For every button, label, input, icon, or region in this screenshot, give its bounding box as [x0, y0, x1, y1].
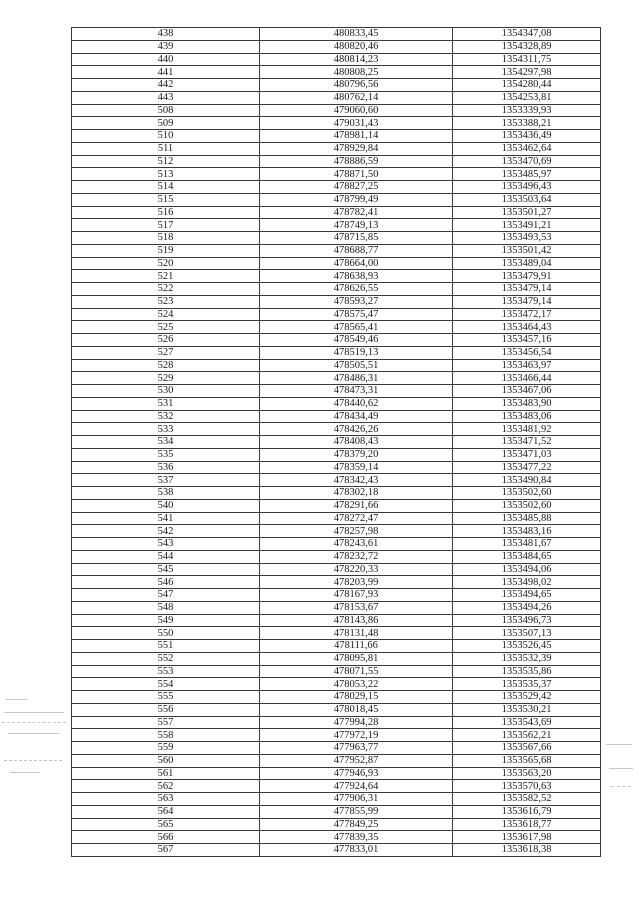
table-row [72, 295, 601, 308]
y-coordinate-cell: 1353496,43 [453, 181, 601, 194]
y-coordinate-cell: 1353493,53 [453, 232, 601, 245]
point-number-cell: 543 [72, 538, 260, 551]
table-row [72, 244, 601, 257]
x-coordinate-cell: 477849,25 [260, 818, 453, 831]
point-number-cell: 552 [72, 652, 260, 665]
y-coordinate-cell: 1353483,16 [453, 525, 601, 538]
x-coordinate-cell: 478715,85 [260, 232, 453, 245]
point-number-cell: 438 [72, 28, 260, 41]
y-coordinate-cell: 1353479,14 [453, 283, 601, 296]
x-coordinate-cell: 478505,51 [260, 359, 453, 372]
table-row [72, 716, 601, 729]
y-coordinate-cell: 1353490,84 [453, 474, 601, 487]
x-coordinate-cell: 478565,41 [260, 321, 453, 334]
x-coordinate-cell: 478029,15 [260, 691, 453, 704]
point-number-cell: 520 [72, 257, 260, 270]
x-coordinate-cell: 478220,33 [260, 563, 453, 576]
point-number-cell: 538 [72, 487, 260, 500]
table-row [72, 193, 601, 206]
x-coordinate-cell: 478018,45 [260, 703, 453, 716]
point-number-cell: 519 [72, 244, 260, 257]
y-coordinate-cell: 1353530,21 [453, 703, 601, 716]
y-coordinate-cell: 1353481,92 [453, 423, 601, 436]
y-coordinate-cell: 1353498,02 [453, 576, 601, 589]
point-number-cell: 551 [72, 640, 260, 653]
table-row [72, 589, 601, 602]
point-number-cell: 566 [72, 831, 260, 844]
point-number-cell: 545 [72, 563, 260, 576]
table-row [72, 28, 601, 41]
x-coordinate-cell: 478302,18 [260, 487, 453, 500]
table-row [72, 117, 601, 130]
point-number-cell: 513 [72, 168, 260, 181]
table-row [72, 308, 601, 321]
y-coordinate-cell: 1354347,08 [453, 28, 601, 41]
y-coordinate-cell: 1353388,21 [453, 117, 601, 130]
y-coordinate-cell: 1354328,89 [453, 40, 601, 53]
point-number-cell: 560 [72, 754, 260, 767]
table-row [72, 576, 601, 589]
point-number-cell: 567 [72, 844, 260, 857]
point-number-cell: 554 [72, 678, 260, 691]
x-coordinate-cell: 478486,31 [260, 372, 453, 385]
point-number-cell: 524 [72, 308, 260, 321]
x-coordinate-cell: 480808,25 [260, 66, 453, 79]
x-coordinate-cell: 478379,20 [260, 448, 453, 461]
y-coordinate-cell: 1353464,43 [453, 321, 601, 334]
y-coordinate-cell: 1353471,52 [453, 436, 601, 449]
point-number-cell: 550 [72, 627, 260, 640]
table-row [72, 448, 601, 461]
point-number-cell: 527 [72, 346, 260, 359]
table-row [72, 563, 601, 576]
point-number-cell: 515 [72, 193, 260, 206]
point-number-cell: 547 [72, 589, 260, 602]
table-row [72, 461, 601, 474]
y-coordinate-cell: 1354311,75 [453, 53, 601, 66]
y-coordinate-cell: 1353501,27 [453, 206, 601, 219]
y-coordinate-cell: 1353484,65 [453, 550, 601, 563]
x-coordinate-cell: 478593,27 [260, 295, 453, 308]
y-coordinate-cell: 1353507,13 [453, 627, 601, 640]
table-row [72, 499, 601, 512]
table-row [72, 206, 601, 219]
x-coordinate-cell: 477855,99 [260, 805, 453, 818]
y-coordinate-cell: 1353456,54 [453, 346, 601, 359]
y-coordinate-cell: 1353535,37 [453, 678, 601, 691]
point-number-cell: 548 [72, 601, 260, 614]
y-coordinate-cell: 1353570,63 [453, 780, 601, 793]
point-number-cell: 561 [72, 767, 260, 780]
point-number-cell: 510 [72, 130, 260, 143]
table-row [72, 678, 601, 691]
table-row [72, 40, 601, 53]
x-coordinate-cell: 478071,55 [260, 665, 453, 678]
point-number-cell: 565 [72, 818, 260, 831]
table-row [72, 232, 601, 245]
coordinates-table-body [72, 28, 601, 857]
table-row [72, 818, 601, 831]
point-number-cell: 523 [72, 295, 260, 308]
table-row [72, 321, 601, 334]
y-coordinate-cell: 1353483,06 [453, 410, 601, 423]
point-number-cell: 512 [72, 155, 260, 168]
table-row [72, 79, 601, 92]
x-coordinate-cell: 478886,59 [260, 155, 453, 168]
x-coordinate-cell: 477839,35 [260, 831, 453, 844]
y-coordinate-cell: 1353496,73 [453, 614, 601, 627]
table-row [72, 525, 601, 538]
table-row [72, 652, 601, 665]
point-number-cell: 514 [72, 181, 260, 194]
point-number-cell: 555 [72, 691, 260, 704]
table-row [72, 130, 601, 143]
table-row [72, 831, 601, 844]
y-coordinate-cell: 1353565,68 [453, 754, 601, 767]
point-number-cell: 564 [72, 805, 260, 818]
x-coordinate-cell: 478153,67 [260, 601, 453, 614]
table-row [72, 742, 601, 755]
table-row [72, 844, 601, 857]
table-row [72, 767, 601, 780]
y-coordinate-cell: 1353502,60 [453, 499, 601, 512]
table-row [72, 703, 601, 716]
x-coordinate-cell: 477946,93 [260, 767, 453, 780]
table-row [72, 601, 601, 614]
y-coordinate-cell: 1353503,64 [453, 193, 601, 206]
point-number-cell: 544 [72, 550, 260, 563]
y-coordinate-cell: 1353481,67 [453, 538, 601, 551]
y-coordinate-cell: 1353502,60 [453, 487, 601, 500]
table-row [72, 397, 601, 410]
table-row [72, 614, 601, 627]
y-coordinate-cell: 1353567,66 [453, 742, 601, 755]
point-number-cell: 533 [72, 423, 260, 436]
y-coordinate-cell: 1353467,06 [453, 385, 601, 398]
table-row [72, 474, 601, 487]
y-coordinate-cell: 1353494,26 [453, 601, 601, 614]
x-coordinate-cell: 480820,46 [260, 40, 453, 53]
x-coordinate-cell: 478749,13 [260, 219, 453, 232]
x-coordinate-cell: 478408,43 [260, 436, 453, 449]
y-coordinate-cell: 1353494,65 [453, 589, 601, 602]
table-row [72, 640, 601, 653]
x-coordinate-cell: 478626,55 [260, 283, 453, 296]
table-row [72, 181, 601, 194]
point-number-cell: 542 [72, 525, 260, 538]
point-number-cell: 553 [72, 665, 260, 678]
y-coordinate-cell: 1353472,17 [453, 308, 601, 321]
y-coordinate-cell: 1353501,42 [453, 244, 601, 257]
point-number-cell: 532 [72, 410, 260, 423]
y-coordinate-cell: 1353462,64 [453, 142, 601, 155]
point-number-cell: 549 [72, 614, 260, 627]
y-coordinate-cell: 1353457,16 [453, 334, 601, 347]
x-coordinate-cell: 478203,99 [260, 576, 453, 589]
table-row [72, 334, 601, 347]
x-coordinate-cell: 478981,14 [260, 130, 453, 143]
y-coordinate-cell: 1353582,52 [453, 793, 601, 806]
y-coordinate-cell: 1353489,04 [453, 257, 601, 270]
y-coordinate-cell: 1353485,88 [453, 512, 601, 525]
x-coordinate-cell: 478638,93 [260, 270, 453, 283]
point-number-cell: 559 [72, 742, 260, 755]
x-coordinate-cell: 478519,13 [260, 346, 453, 359]
y-coordinate-cell: 1353485,97 [453, 168, 601, 181]
y-coordinate-cell: 1353483,90 [453, 397, 601, 410]
x-coordinate-cell: 478426,26 [260, 423, 453, 436]
point-number-cell: 522 [72, 283, 260, 296]
x-coordinate-cell: 478243,61 [260, 538, 453, 551]
x-coordinate-cell: 478929,84 [260, 142, 453, 155]
x-coordinate-cell: 479031,43 [260, 117, 453, 130]
table-row [72, 780, 601, 793]
point-number-cell: 516 [72, 206, 260, 219]
y-coordinate-cell: 1353618,38 [453, 844, 601, 857]
table-row [72, 168, 601, 181]
point-number-cell: 508 [72, 104, 260, 117]
x-coordinate-cell: 478257,98 [260, 525, 453, 538]
x-coordinate-cell: 478359,14 [260, 461, 453, 474]
x-coordinate-cell: 478575,47 [260, 308, 453, 321]
y-coordinate-cell: 1353526,45 [453, 640, 601, 653]
point-number-cell: 511 [72, 142, 260, 155]
x-coordinate-cell: 477972,19 [260, 729, 453, 742]
x-coordinate-cell: 478664,00 [260, 257, 453, 270]
table-row [72, 793, 601, 806]
x-coordinate-cell: 479060,60 [260, 104, 453, 117]
table-row [72, 104, 601, 117]
table-row [72, 270, 601, 283]
x-coordinate-cell: 478871,50 [260, 168, 453, 181]
table-row [72, 423, 601, 436]
x-coordinate-cell: 477833,01 [260, 844, 453, 857]
table-row [72, 410, 601, 423]
x-coordinate-cell: 480814,23 [260, 53, 453, 66]
table-row [72, 372, 601, 385]
point-number-cell: 442 [72, 79, 260, 92]
point-number-cell: 563 [72, 793, 260, 806]
x-coordinate-cell: 480796,56 [260, 79, 453, 92]
point-number-cell: 517 [72, 219, 260, 232]
x-coordinate-cell: 478342,43 [260, 474, 453, 487]
table-row [72, 359, 601, 372]
point-number-cell: 557 [72, 716, 260, 729]
x-coordinate-cell: 478095,81 [260, 652, 453, 665]
y-coordinate-cell: 1354297,98 [453, 66, 601, 79]
y-coordinate-cell: 1353617,98 [453, 831, 601, 844]
point-number-cell: 541 [72, 512, 260, 525]
x-coordinate-cell: 478799,49 [260, 193, 453, 206]
table-row [72, 538, 601, 551]
point-number-cell: 534 [72, 436, 260, 449]
table-row [72, 283, 601, 296]
point-number-cell: 546 [72, 576, 260, 589]
x-coordinate-cell: 478111,66 [260, 640, 453, 653]
x-coordinate-cell: 477906,31 [260, 793, 453, 806]
point-number-cell: 441 [72, 66, 260, 79]
y-coordinate-cell: 1353535,86 [453, 665, 601, 678]
table-row [72, 691, 601, 704]
x-coordinate-cell: 477994,28 [260, 716, 453, 729]
x-coordinate-cell: 478782,41 [260, 206, 453, 219]
point-number-cell: 525 [72, 321, 260, 334]
table-row [72, 627, 601, 640]
point-number-cell: 518 [72, 232, 260, 245]
x-coordinate-cell: 478473,31 [260, 385, 453, 398]
y-coordinate-cell: 1353463,97 [453, 359, 601, 372]
table-row [72, 436, 601, 449]
point-number-cell: 537 [72, 474, 260, 487]
x-coordinate-cell: 478440,62 [260, 397, 453, 410]
y-coordinate-cell: 1353491,21 [453, 219, 601, 232]
table-row [72, 729, 601, 742]
y-coordinate-cell: 1353532,39 [453, 652, 601, 665]
x-coordinate-cell: 477952,87 [260, 754, 453, 767]
table-row [72, 346, 601, 359]
point-number-cell: 562 [72, 780, 260, 793]
point-number-cell: 558 [72, 729, 260, 742]
point-number-cell: 529 [72, 372, 260, 385]
y-coordinate-cell: 1353616,79 [453, 805, 601, 818]
table-row [72, 155, 601, 168]
x-coordinate-cell: 478232,72 [260, 550, 453, 563]
table-row [72, 53, 601, 66]
x-coordinate-cell: 478549,46 [260, 334, 453, 347]
y-coordinate-cell: 1353618,77 [453, 818, 601, 831]
point-number-cell: 530 [72, 385, 260, 398]
point-number-cell: 521 [72, 270, 260, 283]
y-coordinate-cell: 1353436,49 [453, 130, 601, 143]
x-coordinate-cell: 480762,14 [260, 91, 453, 104]
point-number-cell: 536 [72, 461, 260, 474]
y-coordinate-cell: 1353529,42 [453, 691, 601, 704]
table-row [72, 665, 601, 678]
table-row [72, 550, 601, 563]
y-coordinate-cell: 1353339,93 [453, 104, 601, 117]
y-coordinate-cell: 1353479,14 [453, 295, 601, 308]
y-coordinate-cell: 1353562,21 [453, 729, 601, 742]
x-coordinate-cell: 477924,64 [260, 780, 453, 793]
y-coordinate-cell: 1353466,44 [453, 372, 601, 385]
y-coordinate-cell: 1354253,81 [453, 91, 601, 104]
table-row [72, 142, 601, 155]
point-number-cell: 440 [72, 53, 260, 66]
x-coordinate-cell: 478272,47 [260, 512, 453, 525]
x-coordinate-cell: 477963,77 [260, 742, 453, 755]
x-coordinate-cell: 478827,25 [260, 181, 453, 194]
y-coordinate-cell: 1353477,22 [453, 461, 601, 474]
point-number-cell: 526 [72, 334, 260, 347]
x-coordinate-cell: 478291,66 [260, 499, 453, 512]
point-number-cell: 439 [72, 40, 260, 53]
point-number-cell: 535 [72, 448, 260, 461]
y-coordinate-cell: 1353543,69 [453, 716, 601, 729]
y-coordinate-cell: 1353563,20 [453, 767, 601, 780]
point-number-cell: 443 [72, 91, 260, 104]
point-number-cell: 556 [72, 703, 260, 716]
coordinates-table [71, 27, 601, 857]
y-coordinate-cell: 1353471,03 [453, 448, 601, 461]
point-number-cell: 531 [72, 397, 260, 410]
x-coordinate-cell: 480833,45 [260, 28, 453, 41]
x-coordinate-cell: 478143,86 [260, 614, 453, 627]
x-coordinate-cell: 478053,22 [260, 678, 453, 691]
x-coordinate-cell: 478434,49 [260, 410, 453, 423]
table-row [72, 385, 601, 398]
point-number-cell: 528 [72, 359, 260, 372]
x-coordinate-cell: 478167,93 [260, 589, 453, 602]
table-row [72, 257, 601, 270]
x-coordinate-cell: 478131,48 [260, 627, 453, 640]
table-row [72, 66, 601, 79]
table-row [72, 754, 601, 767]
y-coordinate-cell: 1353479,91 [453, 270, 601, 283]
table-row [72, 512, 601, 525]
y-coordinate-cell: 1353470,69 [453, 155, 601, 168]
y-coordinate-cell: 1353494,06 [453, 563, 601, 576]
x-coordinate-cell: 478688,77 [260, 244, 453, 257]
point-number-cell: 540 [72, 499, 260, 512]
table-row [72, 219, 601, 232]
table-row [72, 487, 601, 500]
table-row [72, 91, 601, 104]
point-number-cell: 509 [72, 117, 260, 130]
y-coordinate-cell: 1354280,44 [453, 79, 601, 92]
table-row [72, 805, 601, 818]
